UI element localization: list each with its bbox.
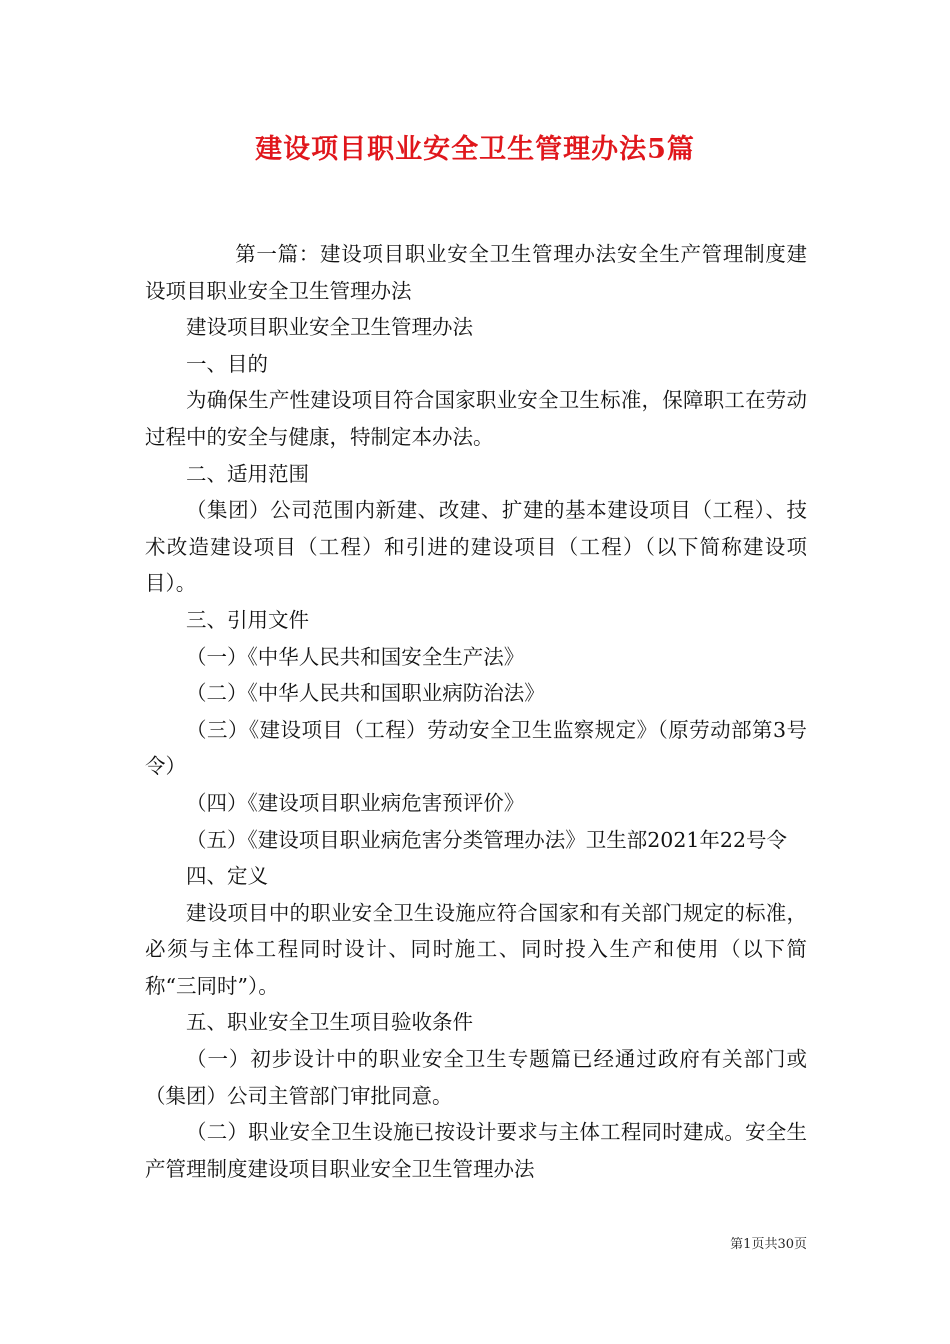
acceptance-item-2: （二）职业安全卫生设施已按设计要求与主体工程同时建成。安全生产管理制度建设项目职业安全卫生管理办法 [145, 1120, 807, 1181]
paragraph-chapter-heading: 第一篇：建设项目职业安全卫生管理办法安全生产管理制度建设项目职业安全卫生管理办法 [145, 242, 807, 303]
reference-item-4: （四）《建设项目职业病危害预评价》 [186, 790, 525, 815]
acceptance-item-1: （一）初步设计中的职业安全卫生专题篇已经通过政府有关部门或（集团）公司主管部门审批同意。 [145, 1047, 807, 1108]
section-heading-acceptance: 五、职业安全卫生项目验收条件 [186, 1010, 473, 1035]
reference-item-5: （五）《建设项目职业病危害分类管理办法》卫生部2021年22号令 [186, 827, 788, 852]
section-heading-purpose: 一、目的 [186, 351, 268, 376]
paragraph-subtitle: 建设项目职业安全卫生管理办法 [186, 315, 473, 340]
document-title: 建设项目职业安全卫生管理办法5篇 [255, 134, 695, 165]
section-heading-scope: 二、适用范围 [186, 461, 309, 486]
paragraph-purpose: 为确保生产性建设项目符合国家职业安全卫生标准，保障职工在劳动过程中的安全与健康，特制定本办法。 [145, 388, 807, 449]
reference-item-1: （一）《中华人民共和国安全生产法》 [186, 644, 525, 669]
paragraph-definition: 建设项目中的职业安全卫生设施应符合国家和有关部门规定的标准，必须与主体工程同时设计、同时施工、同时投入生产和使用（以下简称“三同时”）。 [145, 900, 807, 998]
reference-item-3: （三）《建设项目（工程）劳动安全卫生监察规定》（原劳动部第3号令） [145, 717, 807, 779]
document-body [145, 236, 807, 1187]
paragraph-scope: （集团）公司范围内新建、改建、扩建的基本建设项目（工程）、技术改造建设项目（工程）和引进的建设项目（工程）（以下简称建设项目）。 [145, 498, 807, 596]
section-heading-references: 三、引用文件 [186, 607, 309, 632]
reference-item-2: （二）《中华人民共和国职业病防治法》 [186, 681, 545, 706]
page-number: 第1页共30页 [730, 1237, 807, 1252]
section-heading-definition: 四、定义 [186, 864, 268, 889]
